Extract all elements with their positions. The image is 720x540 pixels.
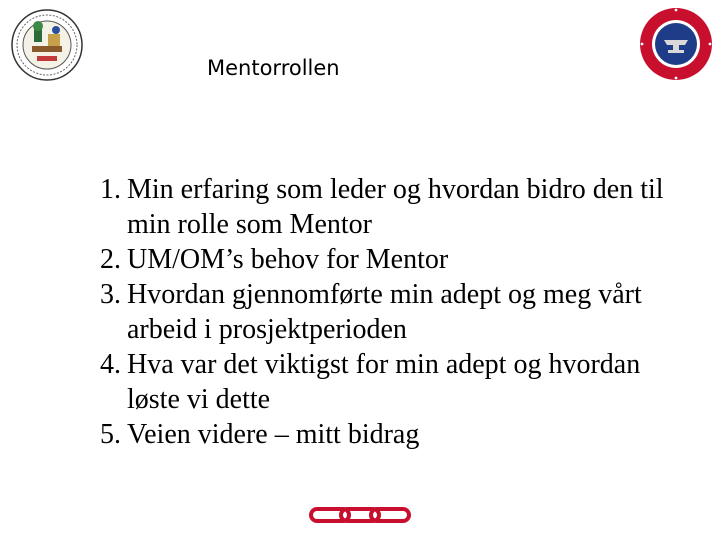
list-item-text: UM/OM’s behov for Mentor bbox=[127, 244, 449, 275]
list-item bbox=[100, 277, 700, 347]
odd-fellow-seal-icon bbox=[10, 8, 84, 82]
topic-list bbox=[100, 172, 700, 452]
chain-link-icon bbox=[308, 504, 412, 526]
odd-fellow-anvil-emblem-icon bbox=[638, 6, 714, 82]
page-title: Mentorrollen bbox=[207, 56, 340, 80]
list-item-text: Hva var det viktigst for min adept og hvordan løste vi dette bbox=[127, 349, 641, 415]
list-item bbox=[100, 242, 700, 277]
list-item-text: Veien videre – mitt bidrag bbox=[127, 419, 420, 450]
list-item bbox=[100, 417, 700, 452]
list-item-number: 3. bbox=[100, 279, 121, 310]
list-item-text: Min erfaring som leder og hvordan bidro den til min rolle som Mentor bbox=[127, 174, 664, 240]
list-item-text: Hvordan gjennomførte min adept og meg vårt arbeid i prosjektperioden bbox=[127, 279, 642, 345]
list-item-number: 4. bbox=[100, 349, 121, 380]
list-item-number: 2. bbox=[100, 244, 121, 275]
list-item-number: 1. bbox=[100, 174, 121, 205]
list-item-number: 5. bbox=[100, 419, 121, 450]
list-item bbox=[100, 347, 700, 417]
list-item bbox=[100, 172, 700, 242]
